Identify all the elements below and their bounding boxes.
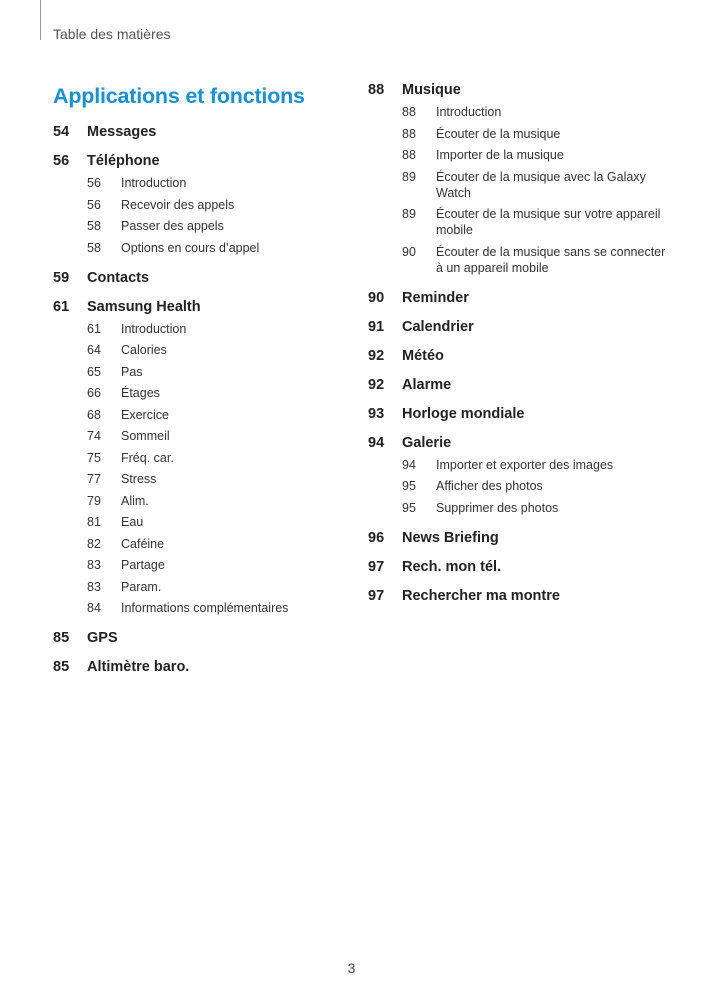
toc-subentry-page: 88	[402, 105, 416, 119]
toc-subentry-title: Eau	[121, 515, 144, 529]
toc-subentry-title: Passer des appels	[121, 219, 224, 233]
toc-subentry[interactable]	[368, 500, 668, 516]
toc-subentry[interactable]	[368, 457, 668, 473]
toc-subentry-page: 88	[402, 148, 416, 162]
toc-subentry[interactable]	[53, 197, 315, 213]
toc-subentry[interactable]	[53, 557, 315, 573]
toc-subentry[interactable]	[53, 218, 315, 234]
toc-subentry-title: Exercice	[121, 407, 169, 422]
toc-entry-title: Calendrier	[402, 318, 474, 335]
toc-entry[interactable]	[368, 435, 668, 451]
toc-entry-title: Météo	[402, 347, 444, 364]
toc-subentry-title: Fréq. car.	[121, 450, 174, 465]
toc-entry[interactable]	[53, 270, 315, 286]
toc-subentry-page: 95	[402, 479, 416, 493]
toc-entry-page: 90	[368, 289, 385, 306]
toc-subentry-title: Introduction	[121, 321, 187, 336]
toc-subentry-title: Écouter de la musique avec la Galaxy Watch	[436, 169, 646, 200]
header-rule	[40, 0, 41, 40]
toc-subentry-page: 64	[87, 343, 101, 357]
toc-subentry-page: 89	[402, 207, 416, 221]
toc-entry-page: 85	[53, 630, 70, 646]
toc-subentry[interactable]	[53, 342, 315, 358]
toc-entry-title: Reminder	[402, 289, 469, 306]
toc-subentry[interactable]	[53, 450, 315, 466]
toc-entry-page: 94	[368, 434, 385, 451]
toc-subentry[interactable]	[368, 244, 668, 276]
toc-subentry[interactable]	[368, 104, 668, 120]
toc-entry-title: Musique	[402, 82, 461, 98]
toc-entry-page: 88	[368, 82, 385, 98]
toc-entry-title: Rech. mon tél.	[402, 558, 502, 575]
toc-entry-title: Téléphone	[87, 153, 160, 169]
toc-subentry-page: 68	[87, 407, 101, 422]
toc-subentry[interactable]	[53, 493, 315, 509]
toc-subentry-title: Écouter de la musique sans se connecter à un appareil mobile	[436, 244, 666, 275]
toc-entry[interactable]	[368, 406, 668, 422]
toc-subentry-page: 89	[402, 169, 416, 184]
toc-subentry-page: 58	[87, 219, 101, 233]
toc-subentry-page: 81	[87, 515, 101, 529]
toc-entry-page: 61	[53, 298, 70, 315]
toc-subentry-title: Pas	[121, 364, 143, 379]
toc-subentry-title: Partage	[121, 558, 165, 572]
toc-subentry-title: Stress	[121, 472, 157, 486]
toc-subentry-page: 61	[87, 321, 101, 336]
page-header: Table des matières	[53, 26, 171, 42]
toc-subentry-page: 79	[87, 493, 101, 508]
toc-subentry-title: Caféine	[121, 536, 165, 551]
toc-entry-title: GPS	[87, 630, 118, 646]
toc-entry[interactable]	[53, 630, 315, 646]
toc-subentry-title: Calories	[121, 343, 167, 357]
toc-subentry-page: 56	[87, 176, 101, 190]
toc-entry-page: 97	[368, 587, 385, 604]
toc-entry-page: 96	[368, 529, 385, 546]
toc-subentry-page: 65	[87, 364, 101, 379]
toc-entry[interactable]	[368, 348, 668, 364]
toc-entry[interactable]	[368, 559, 668, 575]
toc-subentry[interactable]	[368, 169, 668, 201]
toc-subentry[interactable]	[368, 126, 668, 142]
toc-subentry-title: Sommeil	[121, 429, 170, 443]
toc-entry[interactable]	[53, 659, 315, 675]
toc-subentry[interactable]	[53, 175, 315, 191]
toc-subentry[interactable]	[53, 385, 315, 401]
toc-entry-page: 56	[53, 153, 70, 169]
toc-subentry[interactable]	[53, 536, 315, 552]
toc-subentry[interactable]	[368, 478, 668, 494]
toc-subentry[interactable]	[53, 321, 315, 337]
toc-subentry[interactable]	[368, 147, 668, 163]
toc-subentry[interactable]	[53, 579, 315, 595]
toc-entry[interactable]	[368, 290, 668, 306]
toc-entry-title: Horloge mondiale	[402, 405, 525, 422]
toc-subentry-page: 56	[87, 197, 101, 212]
toc-subentry[interactable]	[53, 600, 315, 616]
toc-subentry-page: 90	[402, 244, 416, 259]
toc-subentry[interactable]	[53, 471, 315, 487]
toc-entry[interactable]	[53, 124, 315, 140]
toc-subentry-title: Étages	[121, 386, 160, 400]
toc-subentry[interactable]	[53, 428, 315, 444]
toc-subentry-page: 88	[402, 126, 416, 141]
toc-subentry-title: Importer de la musique	[436, 148, 564, 162]
toc-entry-page: 85	[53, 659, 70, 675]
toc-subentry-title: Écouter de la musique sur votre appareil mobile	[436, 207, 661, 237]
toc-right-column	[368, 82, 668, 604]
toc-entry-page: 59	[53, 269, 70, 286]
toc-subentry-title: Introduction	[436, 105, 502, 119]
toc-entry-title: Galerie	[402, 434, 452, 451]
toc-subentry-title: Alim.	[121, 493, 149, 508]
toc-subentry-title: Supprimer des photos	[436, 500, 559, 515]
toc-subentry-title: Param.	[121, 579, 162, 594]
toc-left-list	[53, 124, 315, 675]
toc-subentry-page: 83	[87, 579, 101, 594]
toc-entry-title: Alarme	[402, 376, 452, 393]
toc-subentry-page: 83	[87, 558, 101, 572]
toc-subentry-title: Introduction	[121, 176, 187, 190]
toc-entry-title: News Briefing	[402, 529, 499, 546]
toc-subentry-page: 66	[87, 386, 101, 400]
toc-subentry-page: 84	[87, 601, 101, 615]
toc-subentry[interactable]	[53, 240, 315, 256]
toc-entry[interactable]	[368, 588, 668, 604]
toc-subentry[interactable]	[368, 206, 668, 238]
toc-entry[interactable]	[53, 299, 315, 315]
toc-entry-page: 92	[368, 376, 385, 393]
toc-subentry[interactable]	[53, 514, 315, 530]
toc-right-list	[368, 82, 668, 604]
toc-entry-title: Samsung Health	[87, 298, 201, 315]
toc-subentry-title: Options en cours d’appel	[121, 240, 260, 255]
toc-entry-title: Altimètre baro.	[87, 659, 190, 675]
toc-subentry-page: 95	[402, 500, 416, 515]
toc-subentry-page: 77	[87, 472, 101, 486]
toc-subentry-page: 75	[87, 450, 101, 465]
toc-subentry-title: Recevoir des appels	[121, 197, 235, 212]
toc-subentry-page: 94	[402, 457, 416, 472]
toc-entry[interactable]	[368, 319, 668, 335]
page-number: 3	[347, 960, 356, 976]
toc-entry-page: 91	[368, 318, 385, 335]
toc-subentry-title: Écouter de la musique	[436, 126, 561, 141]
toc-left-column	[53, 82, 315, 675]
toc-entry-page: 93	[368, 405, 385, 422]
toc-subentry[interactable]	[53, 407, 315, 423]
toc-entry[interactable]	[368, 82, 668, 98]
toc-subentry[interactable]	[53, 364, 315, 380]
toc-subentry-page: 74	[87, 429, 101, 443]
toc-entry[interactable]	[368, 377, 668, 393]
toc-entry-title: Contacts	[87, 269, 150, 286]
toc-entry-page: 97	[368, 558, 385, 575]
toc-subentry-page: 82	[87, 536, 101, 551]
toc-entry[interactable]	[53, 153, 315, 169]
toc-entry-title: Messages	[87, 124, 157, 140]
toc-subentry-title: Informations complémentaires	[121, 601, 289, 615]
toc-entry-title: Rechercher ma montre	[402, 587, 560, 604]
toc-subentry-title: Afficher des photos	[436, 479, 543, 493]
toc-subentry-title: Importer et exporter des images	[436, 457, 614, 472]
toc-entry-page: 92	[368, 347, 385, 364]
toc-subentry-page: 58	[87, 240, 101, 255]
section-title: Applications et fonctions	[53, 84, 305, 108]
toc-entry[interactable]	[368, 530, 668, 546]
toc-entry-page: 54	[53, 124, 70, 140]
